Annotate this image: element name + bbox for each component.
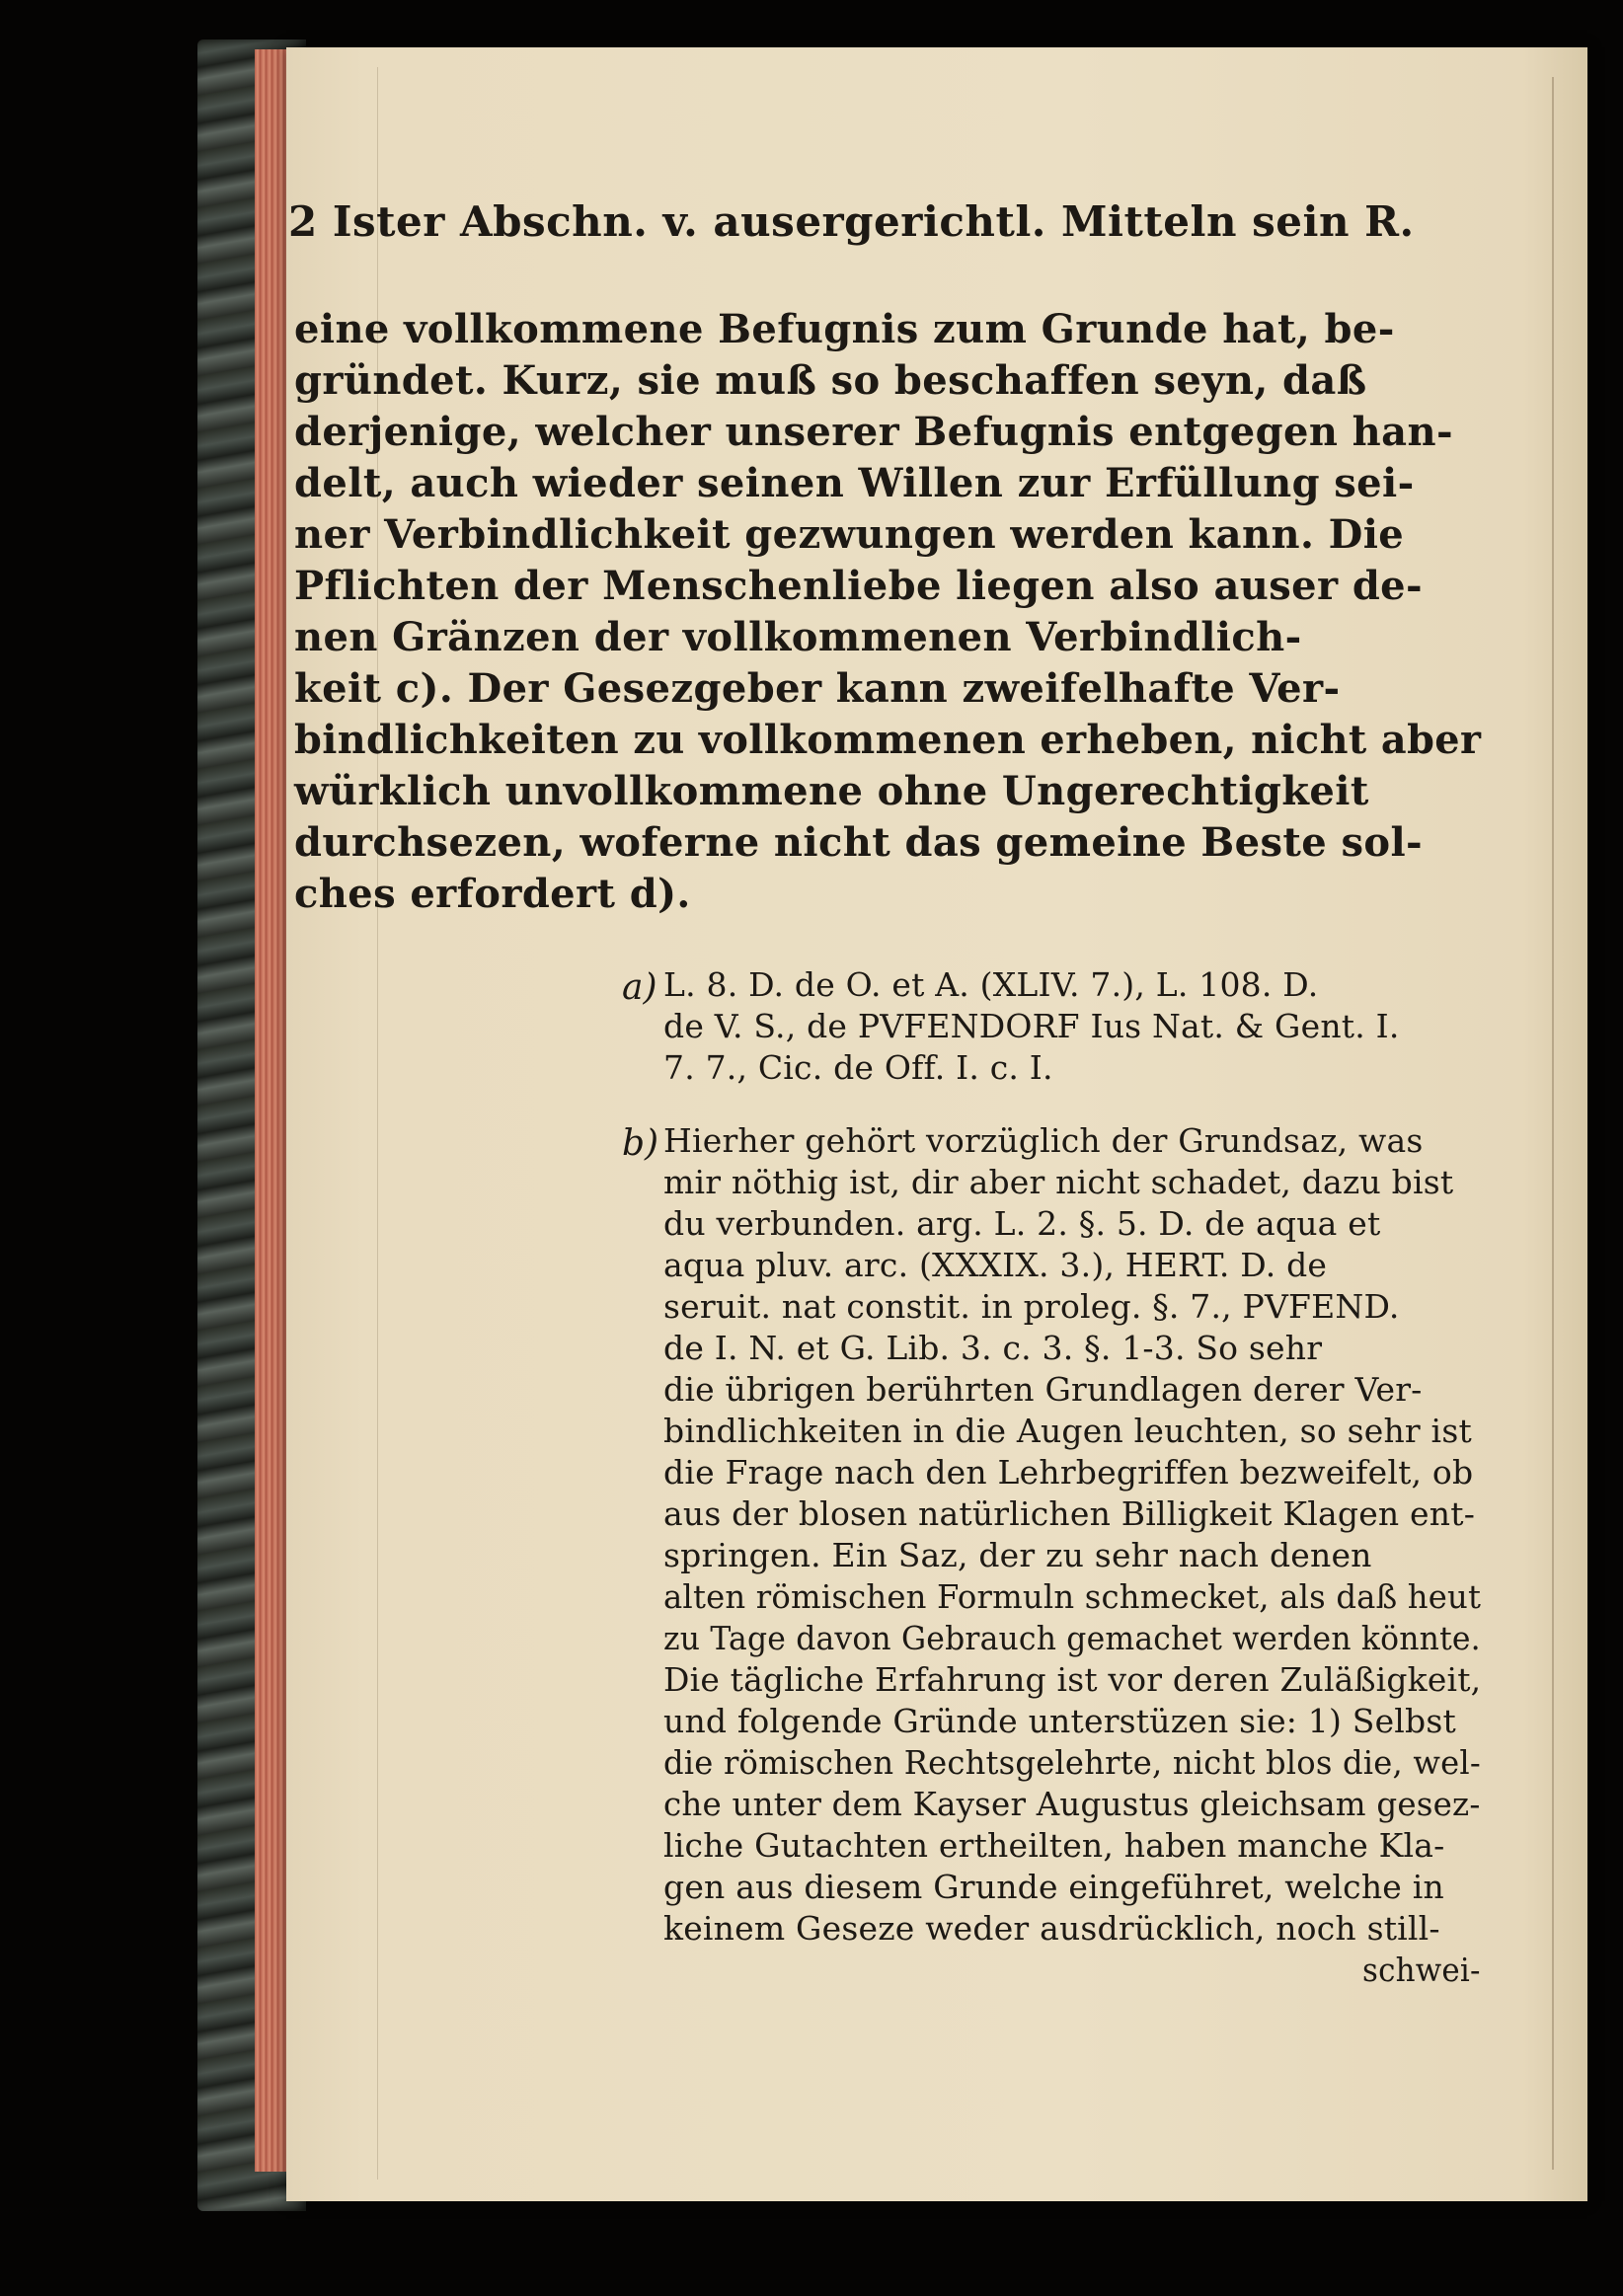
body-line: keit c). Der Gesezgeber kann zweifelhafte Ver- <box>294 665 1341 712</box>
footnote-a-mark: a) <box>622 967 657 1008</box>
footnote-line: keinem Geseze weder ausdrücklich, noch still- <box>663 1909 1440 1948</box>
footnote-line: die römischen Rechtsgelehrte, nicht blos die, wel- <box>663 1743 1481 1782</box>
footnote-line: mir nöthig ist, dir aber nicht schadet, dazu bist <box>663 1163 1454 1201</box>
footnote-line: Hierher gehört vorzüglich der Grundsaz, was <box>663 1121 1424 1160</box>
footnote-line: de I. N. et G. Lib. 3. c. 3. §. 1-3. So sehr <box>663 1329 1323 1367</box>
footnote-line: aqua pluv. arc. (XXXIX. 3.), HERT. D. de <box>663 1246 1328 1284</box>
footnote-line: L. 8. D. de O. et A. (XLIV. 7.), L. 108. D. <box>663 965 1319 1004</box>
body-line: bindlichkeiten zu vollkommenen erheben, nicht aber <box>294 717 1482 763</box>
body-line: derjenige, welcher unserer Befugnis entgegen han- <box>294 409 1453 455</box>
body-line: delt, auch wieder seinen Willen zur Erfüllung sei- <box>294 460 1415 506</box>
footnote-line: du verbunden. arg. L. 2. §. 5. D. de aqua et <box>663 1204 1381 1243</box>
footnote-line: schwei- <box>1362 1951 1481 1989</box>
footnote-line: de V. S., de PVFENDORF Ius Nat. & Gent. I. <box>663 1007 1400 1045</box>
running-header: 2 Ister Abschn. v. ausergerichtl. Mitteln sein R. <box>288 197 1415 246</box>
body-line: eine vollkommene Befugnis zum Grunde hat, be- <box>294 306 1395 352</box>
footnote-line: 7. 7., Cic. de Off. I. c. I. <box>663 1048 1053 1087</box>
footnote-line: alten römischen Formuln schmecket, als daß heut <box>663 1577 1482 1616</box>
footnote-line: gen aus diesem Grunde eingeführet, welche in <box>663 1868 1444 1906</box>
footnote-line: die übrigen berührten Grundlagen derer Ver- <box>663 1370 1423 1409</box>
body-line: nen Gränzen der vollkommenen Verbindlich- <box>294 614 1302 660</box>
footnote-line: und folgende Gründe unterstüzen sie: 1) Selbst <box>663 1702 1456 1740</box>
footnote-line: seruit. nat constit. in proleg. §. 7., PVFEND. <box>663 1287 1400 1326</box>
footnote-b-mark: b) <box>622 1123 659 1164</box>
footnote-line: bindlichkeiten in die Augen leuchten, so sehr ist <box>663 1412 1472 1450</box>
body-line: gründet. Kurz, sie muß so beschaffen seyn, daß <box>294 357 1367 404</box>
footnote-line: die Frage nach den Lehrbegriffen bezweifelt, ob <box>663 1453 1474 1492</box>
footnote-line: aus der blosen natürlichen Billigkeit Klagen ent- <box>663 1494 1476 1533</box>
footnote-line: zu Tage davon Gebrauch gemachet werden könnte. <box>663 1619 1481 1657</box>
body-line: würklich unvollkommene ohne Ungerechtigkeit <box>294 768 1369 814</box>
footnote-line: che unter dem Kayser Augustus gleichsam gesez- <box>663 1785 1481 1823</box>
footnote-line: springen. Ein Saz, der zu sehr nach denen <box>663 1536 1372 1574</box>
body-line: Pflichten der Menschenliebe liegen also auser de- <box>294 563 1424 609</box>
body-line: ner Verbindlichkeit gezwungen werden kann. Die <box>294 511 1405 558</box>
body-line: ches erfordert d). <box>294 871 691 917</box>
footnote-line: Die tägliche Erfahrung ist vor deren Zuläßigkeit, <box>663 1660 1482 1699</box>
body-line: durchsezen, woferne nicht das gemeine Beste sol- <box>294 819 1424 866</box>
footnote-line: liche Gutachten ertheilten, haben manche Kla- <box>663 1826 1445 1865</box>
